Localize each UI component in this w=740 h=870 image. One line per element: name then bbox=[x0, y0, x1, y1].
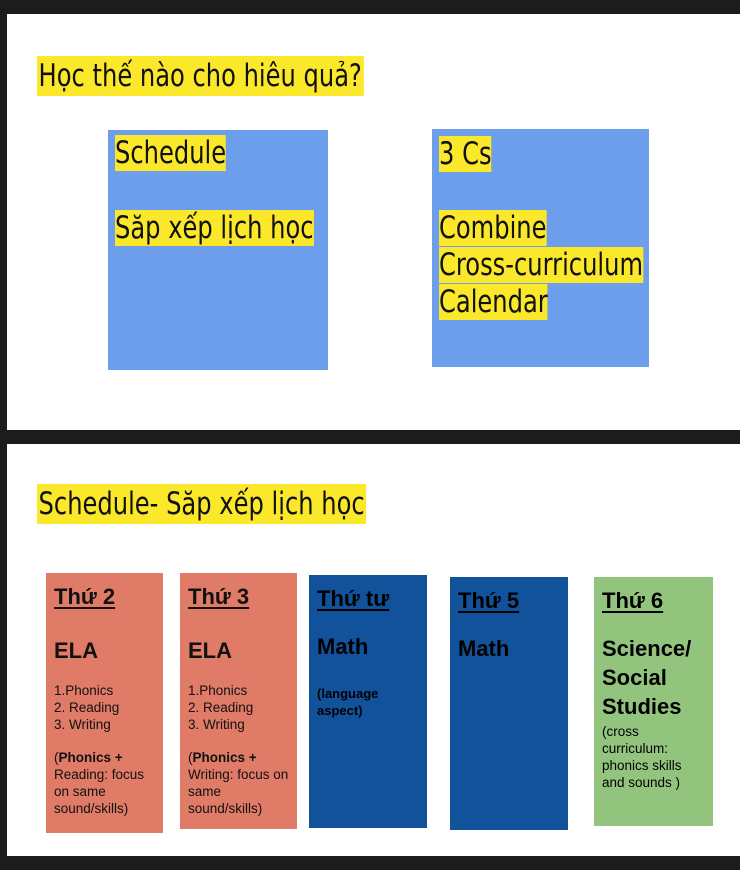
day-label: Thứ 6 bbox=[602, 588, 664, 613]
day-card-thu-2 bbox=[46, 573, 163, 833]
slide-2 bbox=[7, 444, 740, 856]
day-card-thu-tu bbox=[309, 575, 427, 828]
focus-note: (Phonics + Writing: focus on same sound/skills) bbox=[188, 750, 289, 816]
schedule-box-title: Schedule bbox=[115, 135, 227, 171]
subject-label: ELA bbox=[54, 638, 98, 663]
day-label: Thứ tư bbox=[317, 586, 390, 611]
slide-1-title: Học thế nào cho hiêu quả? bbox=[38, 58, 362, 94]
list-item: 1.Phonics bbox=[188, 683, 248, 698]
list-item: 2. Reading bbox=[54, 700, 120, 715]
list-item: 3. Writing bbox=[54, 717, 111, 732]
focus-note: (Phonics + Reading: focus on same sound/skills) bbox=[54, 750, 145, 816]
three-cs-box bbox=[432, 129, 649, 367]
subject-label: ELA bbox=[188, 638, 232, 663]
schedule-box-subtitle: Săp xếp lịch học bbox=[115, 210, 314, 246]
subject-label: Math bbox=[317, 634, 369, 659]
day-card-thu-5 bbox=[450, 577, 568, 830]
day-label: Thứ 5 bbox=[458, 588, 520, 613]
day-card-thu-6 bbox=[594, 577, 713, 826]
cross-curriculum-note: (cross curriculum: phonics skills and sounds ) bbox=[602, 724, 682, 790]
aspect-note: (language aspect) bbox=[317, 686, 379, 718]
list-item: 2. Reading bbox=[188, 700, 254, 715]
list-item: 1.Phonics bbox=[54, 683, 114, 698]
three-cs-item-calendar: Calendar bbox=[439, 284, 548, 320]
subject-label: Math bbox=[458, 636, 510, 661]
day-card-thu-3 bbox=[180, 573, 297, 829]
three-cs-item-combine: Combine bbox=[439, 210, 547, 246]
activity-list bbox=[188, 682, 289, 733]
activity-list bbox=[54, 682, 155, 733]
three-cs-title: 3 Cs bbox=[439, 136, 492, 172]
subject-label: Science/ Social Studies bbox=[602, 636, 692, 719]
day-label: Thứ 2 bbox=[54, 584, 116, 609]
slide-2-title: Schedule- Săp xếp lịch học bbox=[38, 486, 365, 522]
three-cs-item-cross-curriculum: Cross-curriculum bbox=[439, 247, 644, 283]
slide-1 bbox=[7, 14, 740, 430]
day-label: Thứ 3 bbox=[188, 584, 250, 609]
schedule-box bbox=[108, 130, 328, 370]
list-item: 3. Writing bbox=[188, 717, 245, 732]
